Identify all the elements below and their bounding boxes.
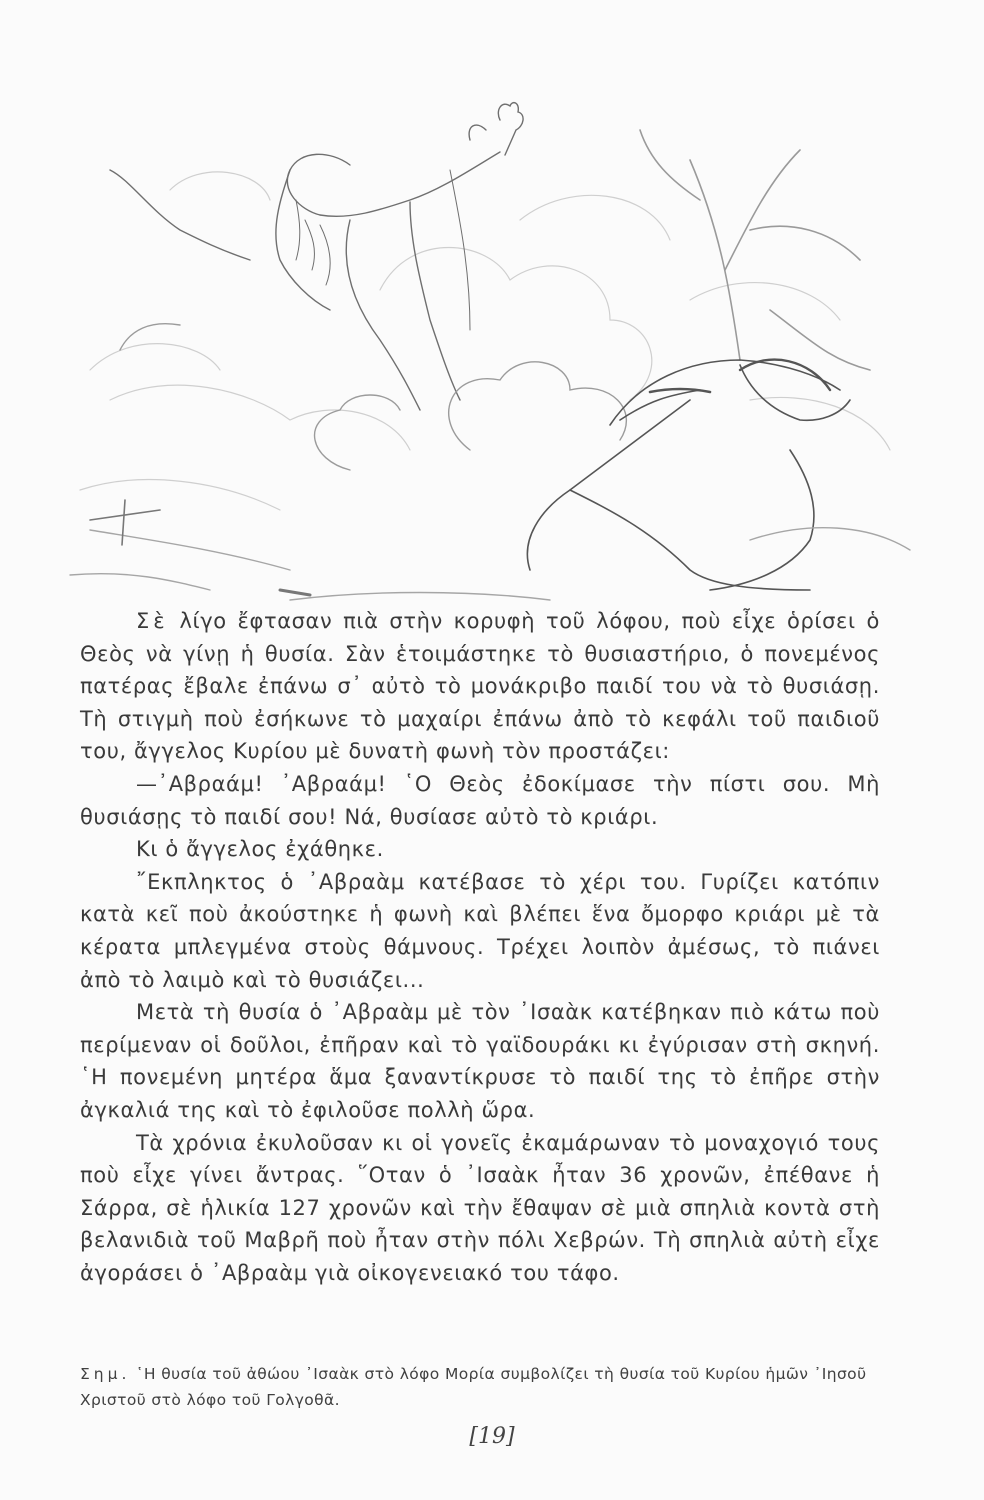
paragraph	[80, 866, 880, 996]
page-number: [19]	[469, 1424, 515, 1449]
paragraph-text: —᾿Αβραάμ! ᾿Αβραάμ! ῾Ο Θεὸς ἐδοκίμασε τὴν πίστι σου. Μὴ θυσιάσῃς τὸ παιδί σου! Νά, θυσίασε αὐτὸ τὸ κριάρι.	[80, 771, 880, 829]
paragraph-text: Τὰ χρόνια ἐκυλοῦσαν κι οἱ γονεῖς ἐκαμάρωναν τὸ μοναχογιό τους ποὺ εἶχε γίνει ἄντρας. ῞Οταν ὁ ᾿Ισαὰκ ἦταν 36 χρονῶν, ἐπέθανε ἡ Σάρρα, σὲ ἡλικία 127 χρονῶν καὶ τὴν ἔθαψαν σὲ μιὰ σπηλιὰ κοντὰ στὴ βελανιδιὰ τοῦ Μαβρῆ ποὺ ἦταν στὴν πόλι Χεβρών. Τὴ σπηλιὰ αὐτὴ εἶχε ἀγοράσει ὁ ᾿Αβραὰμ γιὰ οἰκογενειακό του τάφο.	[80, 1130, 880, 1285]
paragraph	[80, 605, 880, 768]
story-text	[80, 605, 880, 1289]
paragraph-text: Μετὰ τὴ θυσία ὁ ᾿Αβραὰμ μὲ τὸν ᾿Ισαὰκ κατέβηκαν πιὸ κάτω ποὺ περίμεναν οἱ δοῦλοι, ἐπῆραν καὶ τὸ γαϊδουράκι κι ἐγύρισαν στὴ σκηνή. ῾Η πονεμένη μητέρα ἅμα ξαναντίκρυσε τὸ παιδί της τὸ ἐπῆρε στὴν ἀγκαλιά της καὶ τὸ ἐφιλοῦσε πολλὴ ὥρα.	[80, 1000, 880, 1122]
paragraph-lead: Σὲ	[136, 609, 169, 633]
paragraph	[80, 1127, 880, 1290]
paragraph-text: ῎Εκπληκτος ὁ ᾿Αβραὰμ κατέβασε τὸ χέρι του. Γυρίζει κατόπιν κατὰ κεῖ ποὺ ἀκούστηκε ἡ φωνὴ καὶ βλέπει ἕνα ὄμορφο κριάρι μὲ τὰ κέρατα μπλεγμένα στοὺς θάμνους. Τρέχει λοιπὸν ἀμέσως, τὸ πιάνει ἀπὸ τὸ λαιμὸ καὶ τὸ θυσιάζει...	[80, 869, 880, 992]
paragraph	[80, 996, 880, 1126]
illustration	[50, 70, 930, 610]
footnote-label: Σημ.	[80, 1365, 131, 1383]
footnote	[80, 1361, 890, 1413]
abraham-isaac-sacrifice-sketch	[50, 70, 930, 610]
paragraph-text: λίγο ἔφτασαν πιὰ στὴν κορυφὴ τοῦ λόφου, ποὺ εἶχε ὁρίσει ὁ Θεὸς νὰ γίνῃ ἡ θυσία. Σὰν ἑτοιμάστηκε τὸ θυσιαστήριο, ὁ πονεμένος πατέρας ἔβαλε ἐπάνω σ᾽ αὐτὸ τὸ μονάκριβο παιδί του νὰ τὸ θυσιάσῃ. Τὴ στιγμὴ ποὺ ἐσήκωνε τὸ μαχαίρι ἐπάνω ἀπὸ τὸ κεφάλι τοῦ παιδιοῦ του, ἄγγελος Κυρίου μὲ δυνατὴ φωνὴ τὸν προστάζει:	[80, 609, 880, 764]
paragraph	[80, 768, 880, 833]
footnote-text: ῾Η θυσία τοῦ ἀθώου ᾿Ισαὰκ στὸ λόφο Μορία συμβολίζει τὴ θυσία τοῦ Κυρίου ἡμῶν ᾿Ιησοῦ Χριστοῦ στὸ λόφο τοῦ Γολγοθᾶ.	[80, 1365, 867, 1409]
paragraph	[80, 833, 880, 866]
paragraph-text: Κι ὁ ἄγγελος ἐχάθηκε.	[136, 837, 384, 862]
